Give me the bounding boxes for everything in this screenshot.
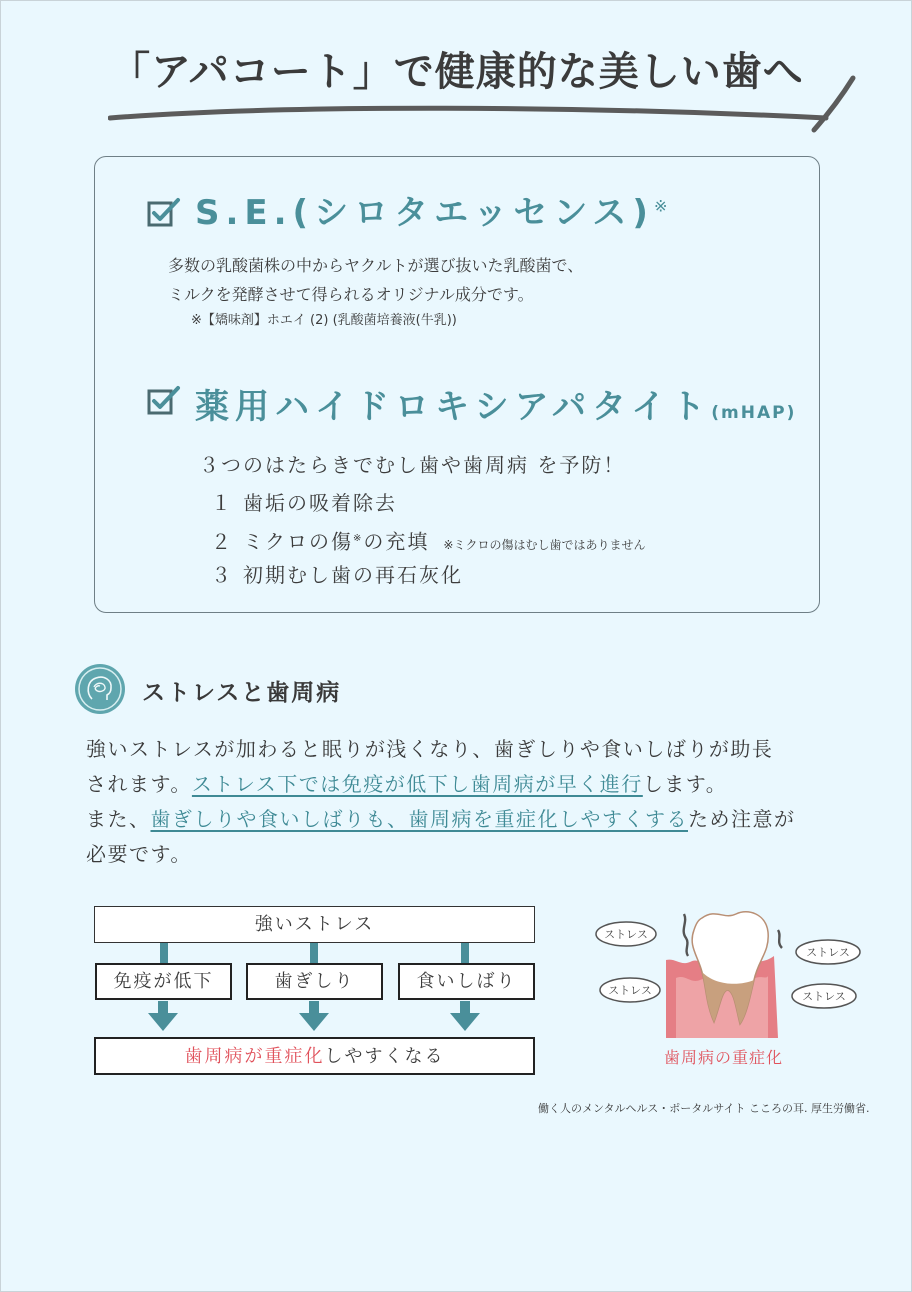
- flow-result-box: 歯周病が重症化しやすくなる: [94, 1037, 535, 1075]
- source-citation: 働く人のメンタルヘルス・ポータルサイト こころの耳. 厚生労働省.: [538, 1102, 870, 1115]
- arrow-down-icon: [299, 1001, 329, 1031]
- se-title: S.E.(シロタエッセンス)※: [195, 193, 668, 233]
- mhap-lead: ３つのはたらきでむし歯や歯周病 を予防！: [199, 453, 626, 477]
- list-item: １ 歯垢の吸着除去: [211, 491, 397, 515]
- checkbox-checked-icon: [147, 197, 181, 227]
- page-title: 「アパコート」で健康的な美しい歯へ: [110, 48, 804, 95]
- flow-effect-box: 食いしばり: [398, 963, 535, 1000]
- stress-bubble-label: ストレス: [802, 990, 846, 1003]
- flow-cause-box: 強いストレス: [94, 906, 535, 943]
- checkbox-checked-icon: [147, 385, 181, 415]
- stress-paragraph: 強いストレスが加わると眠りが浅くなり、歯ぎしりや食いしばりが助長 されます。ストレス下では免疫が低下し歯周病が早く進行します。 また、歯ぎしりや食いしばりも、歯周病を重症化しやすくするため注意が 必要です。: [86, 737, 796, 866]
- stress-bubble-label: ストレス: [604, 928, 648, 941]
- arrow-down-icon: [148, 1001, 178, 1031]
- illustration-caption: 歯周病の重症化: [664, 1048, 784, 1067]
- se-note: ※【矯味剤】ホエイ (2) (乳酸菌培養液(牛乳)): [191, 313, 457, 328]
- stress-bubble-label: ストレス: [608, 984, 652, 997]
- brain-head-icon: [74, 663, 126, 715]
- flow-effect-box: 免疫が低下: [95, 963, 232, 1000]
- list-item: ３ 初期むし歯の再石灰化: [211, 563, 463, 587]
- list-item: ２ ミクロの傷※の充填 ※ミクロの傷はむし歯ではありません: [211, 529, 646, 554]
- arrow-down-icon: [450, 1001, 480, 1031]
- mhap-title: 薬用ハイドロキシアパタイト(mHAP): [195, 387, 797, 427]
- title-underline-swoosh: [108, 70, 868, 135]
- mhap-benefit-list: [211, 485, 645, 593]
- tooth-gum-disease-illustration: [590, 900, 870, 1042]
- se-description: 多数の乳酸菌株の中からヤクルトが選び抜いた乳酸菌で、 ミルクを発酵させて得られるオリジナル成分です。: [168, 256, 584, 304]
- section-heading: ストレスと歯周病: [142, 680, 342, 706]
- flow-effect-box: 歯ぎしり: [246, 963, 383, 1000]
- ingredient-feature-box: [94, 156, 820, 613]
- stress-bubble-label: ストレス: [806, 946, 850, 959]
